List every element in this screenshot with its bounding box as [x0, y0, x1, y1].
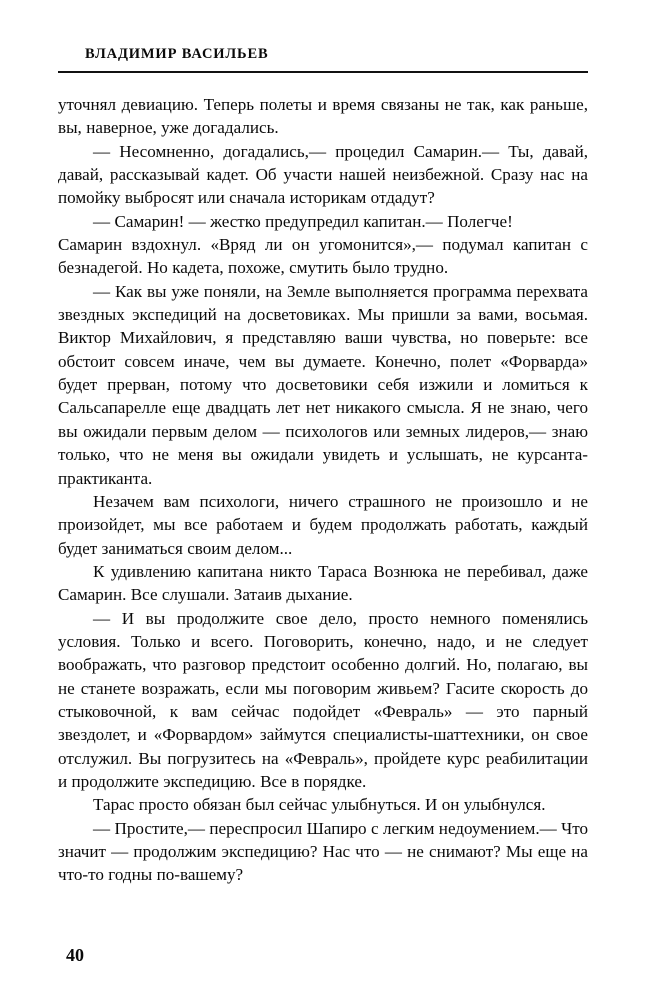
paragraph: Тарас просто обязан был сейчас улыбнуться. И он улыбнулся.	[93, 795, 546, 815]
body-text-column	[58, 93, 588, 887]
paragraph: Самарин вздохнул. «Вряд ли он угомонится»,— подумал капитан с безнадегой. Но кадета, похоже, смутить было трудно.	[58, 235, 588, 278]
page-number: 40	[66, 945, 84, 965]
paragraph: — Простите,— переспросил Шапиро с легким недоумением.— Что значит — продолжим экспедицию? Нас что — не снимают? Мы еще на что-то годны по-вашему?	[58, 818, 588, 885]
paragraph: Незачем вам психологи, ничего страшного не произошло и не произойдет, мы все работаем и будем продолжать работать, каждый будет заниматься своим делом...	[58, 491, 588, 558]
paragraph: — Несомненно, догадались,— процедил Самарин.— Ты, давай, давай, рассказывай кадет. Об участи нашей неизбежной. Сразу нас на помойку выбросят или сначала историкам отдадут?	[58, 141, 588, 208]
paragraph: — Самарин! — жестко предупредил капитан.— Полегче!	[93, 211, 513, 231]
header-rule	[58, 71, 588, 73]
paragraph: — Как вы уже поняли, на Земле выполняется программа перехвата звездных экспедиций на досветовиках. Мы пришли за вами, восьмая. Виктор Михайлович, я представляю ваши чувства, но поверьте: все обстоит совсем иначе, чем вы думаете. Конечно, полет «Форварда» будет прерван, потому что досветовики себя изжили и ломиться к Сальсапарелле еще двадцать лет нет никакого смысла. Я не знаю, чего вы ожидали первым делом — психологов или земных лидеров,— знаю только, что не меня вы ожидали увидеть и услышать, не курсанта-практиканта.	[58, 281, 588, 488]
running-head: ВЛАДИМИР ВАСИЛЬЕВ	[85, 46, 269, 62]
paragraph: уточнял девиацию. Теперь полеты и время связаны не так, как раньше, вы, наверное, уже догадались.	[58, 95, 588, 138]
paragraph: К удивлению капитана никто Тараса Вознюка не перебивал, даже Самарин. Все слушали. Затаив дыхание.	[58, 561, 588, 605]
paragraph: — И вы продолжите свое дело, просто немного поменялись условия. Только и всего. Поговорить, конечно, надо, и не следует воображать, что разговор предстоит особенно долгий. Но, полагаю, вы не станете возражать, если мы поговорим живьем? Гасите скорость до стыковочной, к вам сейчас подойдет «Февраль» — это парный звездолет, и «Форвардом» займутся специалисты-шаттехники, он свое отслужил. Вы погрузитесь на «Февраль», пройдете курс реабилитации и продолжите экспедицию. Все в порядке.	[58, 608, 588, 791]
